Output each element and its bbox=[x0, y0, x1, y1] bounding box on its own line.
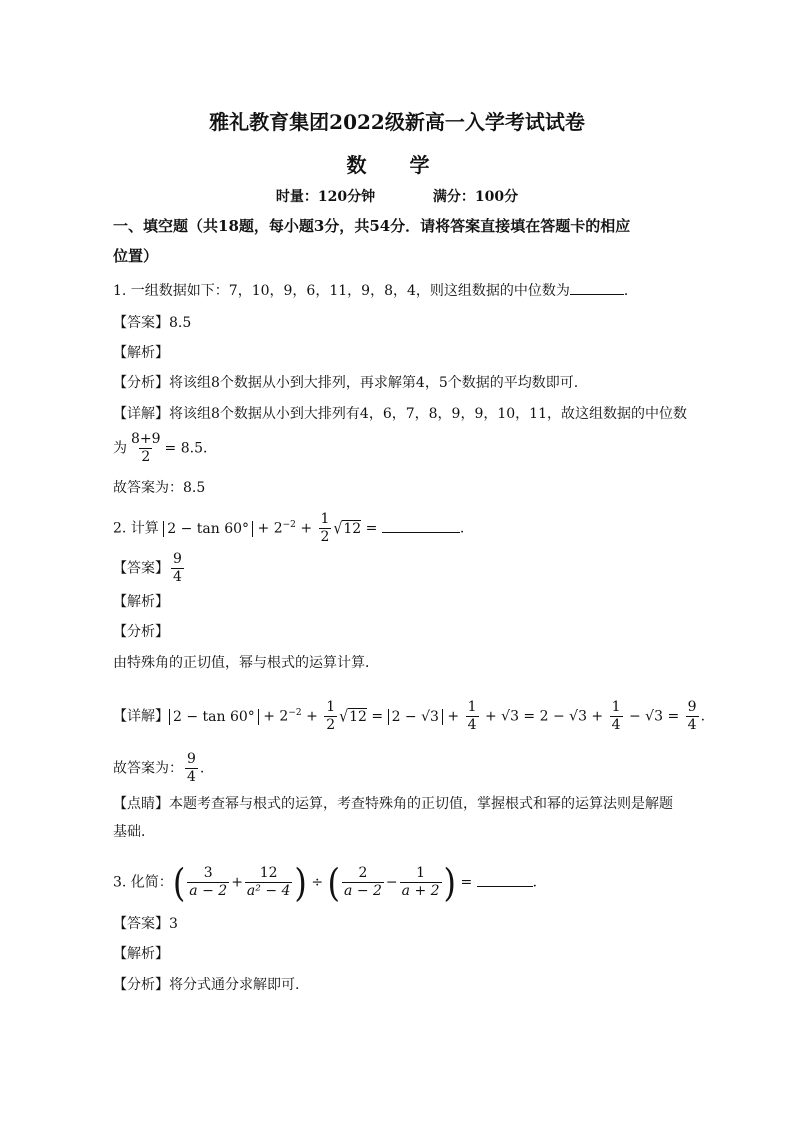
q2-detail-exponent: −2 bbox=[288, 707, 302, 718]
q2-answer-label: 【答案】 bbox=[113, 560, 169, 577]
q1-final: 故答案为：8.5 bbox=[113, 480, 206, 496]
q2-detail-power: + 2 bbox=[263, 708, 289, 725]
q3-frac3 bbox=[342, 866, 384, 899]
q3-divide: ÷ bbox=[311, 874, 324, 891]
q2-quarter-num: 1 bbox=[467, 699, 477, 715]
q2-stem-prefix: 2. 计算 bbox=[113, 520, 159, 537]
q1-detail: 【详解】将该组8个数据从小到大排列有4，6，7，8，9，9，10，11，故这组数据的中位数 bbox=[113, 406, 687, 422]
q2-detail-result bbox=[686, 700, 699, 733]
right-paren-icon: ) bbox=[443, 859, 457, 906]
time-limit: 时量：120分钟 bbox=[275, 189, 376, 205]
q2-detail-abs2: 2 − √3 bbox=[388, 709, 443, 725]
q3-f1-den: a − 2 bbox=[189, 883, 228, 899]
q2-result-num: 9 bbox=[687, 699, 697, 715]
q2-radicand: 12 bbox=[343, 520, 362, 537]
q1-answer-blank bbox=[570, 280, 624, 295]
q1-analysis-label: 【解析】 bbox=[113, 345, 169, 361]
full-score: 满分：100分 bbox=[432, 189, 519, 205]
q1-answer: 【答案】8.5 bbox=[113, 315, 192, 331]
q2-answer bbox=[113, 552, 186, 585]
sqrt-icon: √ bbox=[333, 519, 343, 538]
q2-half-num: 1 bbox=[320, 511, 330, 527]
left-paren-icon: ( bbox=[327, 859, 341, 906]
q2-half-den: 2 bbox=[320, 529, 330, 545]
q1-detail-prefix: 为 bbox=[113, 440, 127, 457]
q3-f3-den: a − 2 bbox=[344, 883, 382, 899]
q3-frac4 bbox=[400, 866, 442, 899]
q2-power-exponent: −2 bbox=[282, 519, 296, 530]
q1-stem: 1. 一组数据如下：7，10，9，6，11，9，8，4，则这组数据的中位数为 ． bbox=[113, 280, 638, 301]
q2-detail: 【详解】 $2 - \tan 60^\circ + 2^{-2}$ + $\frac{1}{2}$ √12 = 2 − √3 + $\frac{1}{4}$ + √3 = 2 − √3 + $\frac{1}{4}$ − √3 = $\frac{9}{4}$ . bbox=[113, 699, 706, 733]
q1-frac-num: 8+9 bbox=[131, 431, 161, 447]
q2-detail-plus2: + bbox=[447, 708, 460, 725]
q2-final-fraction bbox=[185, 752, 198, 785]
q3-fenxi: 【分析】将分式通分求解即可. bbox=[113, 977, 300, 993]
right-paren-icon: ) bbox=[294, 859, 307, 906]
q2-half-fraction bbox=[319, 512, 332, 545]
q2-quarter2-den: 4 bbox=[611, 717, 621, 733]
sqrt-icon: √ bbox=[339, 707, 349, 726]
subject-title: 数 学 bbox=[346, 153, 448, 177]
q3-frac2 bbox=[245, 866, 293, 899]
q3-f4-num: 1 bbox=[416, 865, 426, 881]
q2-answer-blank bbox=[382, 518, 460, 533]
q3-f3-num: 2 bbox=[358, 865, 368, 881]
q3-answer-blank bbox=[477, 872, 533, 887]
q2-ans-num: 9 bbox=[173, 551, 182, 567]
q3-stem-prefix: 3. 化简： bbox=[113, 874, 173, 891]
q2-quarter-den: 4 bbox=[467, 717, 477, 733]
q1-detail-cont bbox=[113, 432, 217, 465]
q2-detail-step: + √3 = 2 − √3 + bbox=[484, 708, 604, 725]
q2-fenxi-label: 【分析】 bbox=[113, 624, 169, 640]
q2-quarter2-num: 1 bbox=[611, 699, 621, 715]
q2-detail-half-den: 2 bbox=[326, 717, 336, 733]
section-heading: 一、填空题（共18题，每小题3分，共54分．请将答案直接填在答题卡的相应 bbox=[113, 217, 631, 235]
section-heading-cont: 位置） bbox=[113, 247, 159, 265]
q2-detail-quarter2 bbox=[610, 700, 623, 733]
q3-f2-den: a² − 4 bbox=[246, 883, 291, 899]
q3-stem: 3. 化简：( $\frac{3}{a - 2}$ + $\frac{12}{\text{a² − 4}}$ ) ÷ ( $\frac{2}{a - 2}$ − $\frac{1}{a + 2}$ ) = ． bbox=[113, 859, 547, 906]
q2-answer-fraction bbox=[171, 552, 184, 585]
q2-equals: = bbox=[365, 520, 378, 537]
q3-answer: 【答案】3 bbox=[113, 916, 178, 932]
q2-detail-step2: − √3 = bbox=[628, 708, 680, 725]
q2-final: 故答案为： $\frac{9}{4}$ . bbox=[113, 751, 205, 785]
q2-detail-radicand: 12 bbox=[349, 708, 367, 725]
q2-dianjing: 【点睛】本题考查幂与根式的运算，考查特殊角的正切值，掌握根式和幂的运算法则是解题 bbox=[113, 796, 673, 812]
q2-power-base: + 2 bbox=[257, 520, 283, 537]
q1-detail-suffix: = 8.5． bbox=[164, 440, 217, 457]
q1-frac-den: 2 bbox=[141, 449, 151, 465]
q2-method: 由特殊角的正切值，幂与根式的运算计算． bbox=[113, 655, 379, 671]
q3-equals: = bbox=[460, 874, 473, 891]
q1-median-fraction bbox=[129, 432, 163, 465]
left-paren-icon: ( bbox=[172, 859, 186, 906]
q3-frac1 bbox=[187, 866, 229, 899]
q2-final-den: 4 bbox=[187, 769, 196, 785]
q2-stem: 2. 计算 $2 - \tan 60^\circ + 2^{-2}$ + $\frac{1}{2}$ √12 = . bbox=[113, 511, 465, 545]
q2-result-den: 4 bbox=[687, 717, 697, 733]
q2-analysis-label: 【解析】 bbox=[113, 594, 169, 610]
q2-plus: + bbox=[300, 520, 313, 537]
q2-detail-abs: 2 − tan 60° bbox=[169, 709, 259, 725]
q2-detail-plus: + bbox=[306, 708, 318, 725]
q2-detail-label: 【详解】 bbox=[113, 708, 169, 725]
q2-ans-den: 4 bbox=[173, 569, 182, 585]
q2-detail-half bbox=[324, 700, 337, 733]
q1-stem-text: 1. 一组数据如下：7，10，9，6，11，9，8，4，则这组数据的中位数为 bbox=[113, 283, 570, 299]
q3-f1-num: 3 bbox=[203, 865, 213, 881]
q3-f2-num: 12 bbox=[259, 865, 278, 881]
q2-dianjing-cont: 基础． bbox=[113, 824, 155, 840]
q2-final-num: 9 bbox=[187, 751, 196, 767]
q3-analysis-label: 【解析】 bbox=[113, 946, 169, 962]
q2-final-prefix: 故答案为： bbox=[113, 760, 183, 777]
q2-detail-quarter bbox=[466, 700, 479, 733]
q2-detail-half-num: 1 bbox=[326, 699, 336, 715]
q1-fenxi: 【分析】将该组8个数据从小到大排列，再求解第4，5个数据的平均数即可. bbox=[113, 375, 579, 391]
q3-f4-den: a + 2 bbox=[401, 883, 440, 899]
exam-title: 雅礼教育集团2022级新高一入学考试试卷 bbox=[209, 110, 585, 134]
q2-abs-expression: 2 − tan 60° bbox=[163, 521, 253, 537]
exam-info bbox=[0, 186, 794, 206]
